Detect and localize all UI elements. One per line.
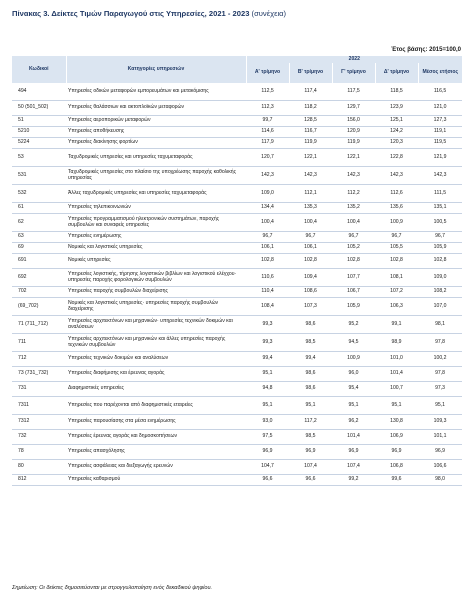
row-value-q3: 119,9 bbox=[332, 138, 375, 149]
row-value-q1: 142,3 bbox=[246, 167, 289, 185]
row-value-q3: 129,7 bbox=[332, 101, 375, 116]
row-code: 731 bbox=[12, 382, 66, 397]
row-value-q3: 120,9 bbox=[332, 127, 375, 138]
table-row bbox=[12, 352, 462, 367]
row-value-q2: 117,2 bbox=[289, 415, 332, 430]
row-category: Υπηρεσίες καθαρισμού bbox=[66, 475, 246, 486]
row-value-q2: 96,9 bbox=[289, 445, 332, 460]
row-category: Ταχυδρομικές υπηρεσίες και υπηρεσίες ταχυμεταφοράς bbox=[66, 149, 246, 167]
row-value-q1: 99,3 bbox=[246, 334, 289, 352]
row-category: Υπηρεσίες ασφάλειας και διεξαγωγής ερευνών bbox=[66, 460, 246, 475]
row-value-avg: 96,7 bbox=[418, 232, 462, 243]
row-value-q3: 122,1 bbox=[332, 149, 375, 167]
row-value-q4: 98,9 bbox=[375, 334, 418, 352]
row-value-avg: 100,2 bbox=[418, 352, 462, 367]
header-q3: Γ' τρίμηνο bbox=[332, 63, 375, 83]
row-value-q4: 106,8 bbox=[375, 460, 418, 475]
row-value-q2: 116,7 bbox=[289, 127, 332, 138]
row-value-q4: 120,3 bbox=[375, 138, 418, 149]
row-value-q2: 108,6 bbox=[289, 287, 332, 298]
row-value-q3: 99,2 bbox=[332, 475, 375, 486]
row-category: Υπηρεσίες απασχόλησης bbox=[66, 445, 246, 460]
price-index-table bbox=[12, 56, 462, 486]
row-value-q2: 142,3 bbox=[289, 167, 332, 185]
row-value-q2: 99,4 bbox=[289, 352, 332, 367]
row-value-avg: 96,9 bbox=[418, 445, 462, 460]
row-code: 732 bbox=[12, 430, 66, 445]
header-row-1 bbox=[12, 56, 462, 63]
row-value-q2: 98,6 bbox=[289, 316, 332, 334]
row-value-q2: 98,5 bbox=[289, 334, 332, 352]
row-value-avg: 97,8 bbox=[418, 334, 462, 352]
footnote: Σημείωση: Οι δείκτες δημοσιεύονται με στρογγυλοποίηση ενός δεκαδικού ψηφίου. bbox=[12, 585, 213, 591]
row-value-q4: 102,8 bbox=[375, 254, 418, 269]
row-value-q4: 100,9 bbox=[375, 214, 418, 232]
table-row bbox=[12, 116, 462, 127]
row-value-q2: 96,7 bbox=[289, 232, 332, 243]
row-value-q1: 108,4 bbox=[246, 298, 289, 316]
row-value-avg: 121,0 bbox=[418, 101, 462, 116]
row-category: Υπηρεσίες αρχιτεκτόνων και μηχανικών· υπηρεσίες τεχνικών δοκιμών και αναλύσεων bbox=[66, 316, 246, 334]
table-row bbox=[12, 254, 462, 269]
table-row bbox=[12, 83, 462, 101]
row-value-q2: 117,4 bbox=[289, 83, 332, 101]
row-value-q2: 98,5 bbox=[289, 430, 332, 445]
row-value-q3: 95,1 bbox=[332, 397, 375, 415]
row-code: 78 bbox=[12, 445, 66, 460]
row-category: Υπηρεσίες τεχνικών δοκιμών και αναλύσεων bbox=[66, 352, 246, 367]
row-code: 62 bbox=[12, 214, 66, 232]
row-value-q1: 112,5 bbox=[246, 83, 289, 101]
row-code: (69_702) bbox=[12, 298, 66, 316]
row-value-avg: 98,1 bbox=[418, 316, 462, 334]
row-value-q4: 95,1 bbox=[375, 397, 418, 415]
row-code: 50 (501_502) bbox=[12, 101, 66, 116]
row-value-q2: 135,3 bbox=[289, 203, 332, 214]
row-value-q3: 95,4 bbox=[332, 382, 375, 397]
table-row bbox=[12, 127, 462, 138]
row-value-q4: 108,1 bbox=[375, 269, 418, 287]
row-value-q4: 112,6 bbox=[375, 185, 418, 203]
row-value-avg: 116,5 bbox=[418, 83, 462, 101]
row-category: Υπηρεσίες παρουσίασης στα μέσα ενημέρωσης bbox=[66, 415, 246, 430]
row-value-q1: 110,4 bbox=[246, 287, 289, 298]
row-category: Άλλες ταχυδρομικές υπηρεσίες και υπηρεσίες ταχυμεταφοράς bbox=[66, 185, 246, 203]
row-value-q2: 107,3 bbox=[289, 298, 332, 316]
row-value-q1: 120,7 bbox=[246, 149, 289, 167]
row-value-q1: 96,6 bbox=[246, 475, 289, 486]
row-category: Υπηρεσίες προγραμματισμού ηλεκτρονικών συστημάτων, παροχής συμβουλών και συναφείς υπηρεσίες bbox=[66, 214, 246, 232]
row-category: Υπηρεσίες παροχής συμβουλών διαχείρισης bbox=[66, 287, 246, 298]
table-row bbox=[12, 316, 462, 334]
row-value-avg: 119,5 bbox=[418, 138, 462, 149]
row-value-avg: 105,9 bbox=[418, 243, 462, 254]
row-category: Υπηρεσίες αεροπορικών μεταφορών bbox=[66, 116, 246, 127]
row-value-avg: 109,0 bbox=[418, 269, 462, 287]
row-value-q2: 109,4 bbox=[289, 269, 332, 287]
row-value-avg: 98,0 bbox=[418, 475, 462, 486]
row-value-q1: 104,7 bbox=[246, 460, 289, 475]
row-value-q4: 105,5 bbox=[375, 243, 418, 254]
table-row bbox=[12, 185, 462, 203]
row-value-q1: 97,5 bbox=[246, 430, 289, 445]
row-value-q2: 95,1 bbox=[289, 397, 332, 415]
row-category: Υπηρεσίες αρχιτεκτόνων και μηχανικών και άλλες υπηρεσίες παροχής τεχνικών συμβουλών bbox=[66, 334, 246, 352]
row-value-q3: 100,4 bbox=[332, 214, 375, 232]
row-value-q4: 99,1 bbox=[375, 316, 418, 334]
row-code: 80 bbox=[12, 460, 66, 475]
row-value-q4: 123,9 bbox=[375, 101, 418, 116]
row-code: 63 bbox=[12, 232, 66, 243]
row-value-q4: 142,3 bbox=[375, 167, 418, 185]
row-value-q1: 96,7 bbox=[246, 232, 289, 243]
row-value-avg: 121,9 bbox=[418, 149, 462, 167]
row-value-q4: 100,7 bbox=[375, 382, 418, 397]
row-category: Υπηρεσίες διακίνησης φορτίων bbox=[66, 138, 246, 149]
row-value-q4: 101,4 bbox=[375, 367, 418, 382]
row-value-avg: 142,3 bbox=[418, 167, 462, 185]
row-value-q2: 98,6 bbox=[289, 382, 332, 397]
row-category: Υπηρεσίες οδικών μεταφορών εμπορευμάτων και μετακόμισης bbox=[66, 83, 246, 101]
table-row bbox=[12, 367, 462, 382]
row-value-q1: 96,9 bbox=[246, 445, 289, 460]
row-value-avg: 109,3 bbox=[418, 415, 462, 430]
row-code: 531 bbox=[12, 167, 66, 185]
row-category: Υπηρεσίες αποθήκευσης bbox=[66, 127, 246, 138]
row-value-q1: 94,8 bbox=[246, 382, 289, 397]
row-value-q1: 114,6 bbox=[246, 127, 289, 138]
row-code: 494 bbox=[12, 83, 66, 101]
row-value-q2: 96,6 bbox=[289, 475, 332, 486]
row-value-q3: 100,9 bbox=[332, 352, 375, 367]
row-value-q3: 105,2 bbox=[332, 243, 375, 254]
row-value-q4: 106,9 bbox=[375, 430, 418, 445]
row-value-q3: 156,0 bbox=[332, 116, 375, 127]
table-row bbox=[12, 138, 462, 149]
row-value-q3: 101,4 bbox=[332, 430, 375, 445]
table-row bbox=[12, 445, 462, 460]
row-value-q3: 96,7 bbox=[332, 232, 375, 243]
table-row bbox=[12, 214, 462, 232]
table-title-suffix: (συνέχεια) bbox=[251, 9, 287, 18]
table-row bbox=[12, 298, 462, 316]
row-value-avg: 95,1 bbox=[418, 397, 462, 415]
row-category: Υπηρεσίες θαλάσσιων και ακτοπλοϊκών μεταφορών bbox=[66, 101, 246, 116]
row-value-q3: 135,2 bbox=[332, 203, 375, 214]
row-value-q2: 122,1 bbox=[289, 149, 332, 167]
row-value-q1: 112,3 bbox=[246, 101, 289, 116]
row-value-q4: 106,3 bbox=[375, 298, 418, 316]
row-value-q1: 93,0 bbox=[246, 415, 289, 430]
row-value-q1: 95,1 bbox=[246, 397, 289, 415]
row-value-avg: 106,6 bbox=[418, 460, 462, 475]
row-value-q1: 99,3 bbox=[246, 316, 289, 334]
row-value-q4: 99,6 bbox=[375, 475, 418, 486]
table-body bbox=[12, 83, 462, 486]
row-value-q1: 102,8 bbox=[246, 254, 289, 269]
table-row bbox=[12, 430, 462, 445]
row-value-avg: 127,3 bbox=[418, 116, 462, 127]
row-category: Νομικές και λογιστικές υπηρεσίες· υπηρεσίες παροχής συμβουλών διαχείρισης bbox=[66, 298, 246, 316]
table-row bbox=[12, 287, 462, 298]
row-category: Υπηρεσίες λογιστικής, τήρησης λογιστικών βιβλίων και λογιστικού ελέγχου· υπηρεσίες παροχής φορολογικών συμβουλών bbox=[66, 269, 246, 287]
row-category: Υπηρεσίες έρευνας αγοράς και δημοσκοπήσεων bbox=[66, 430, 246, 445]
header-code: Κωδικοί bbox=[12, 56, 66, 83]
header-avg: Μέσος ετήσιος bbox=[418, 63, 462, 83]
row-category: Υπηρεσίες τηλεπικοινωνιών bbox=[66, 203, 246, 214]
row-value-q2: 107,4 bbox=[289, 460, 332, 475]
row-code: 712 bbox=[12, 352, 66, 367]
header-category: Κατηγορίες υπηρεσιών bbox=[66, 56, 246, 83]
base-year-note: Έτος βάσης: 2015=100,0 bbox=[391, 47, 461, 53]
header-q1: Α' τρίμηνο bbox=[246, 63, 289, 83]
table-row bbox=[12, 334, 462, 352]
row-value-q2: 98,6 bbox=[289, 367, 332, 382]
row-value-q4: 122,8 bbox=[375, 149, 418, 167]
row-value-avg: 107,0 bbox=[418, 298, 462, 316]
row-code: 692 bbox=[12, 269, 66, 287]
table-row bbox=[12, 167, 462, 185]
table-row bbox=[12, 415, 462, 430]
row-code: 812 bbox=[12, 475, 66, 486]
row-category: Νομικές υπηρεσίες bbox=[66, 254, 246, 269]
row-value-q4: 118,5 bbox=[375, 83, 418, 101]
row-value-avg: 97,3 bbox=[418, 382, 462, 397]
row-value-q1: 95,1 bbox=[246, 367, 289, 382]
row-value-q1: 134,4 bbox=[246, 203, 289, 214]
row-code: 73 (731_732) bbox=[12, 367, 66, 382]
row-code: 5210 bbox=[12, 127, 66, 138]
table-row bbox=[12, 397, 462, 415]
row-value-avg: 108,2 bbox=[418, 287, 462, 298]
row-value-q4: 96,9 bbox=[375, 445, 418, 460]
row-value-avg: 111,5 bbox=[418, 185, 462, 203]
row-value-avg: 101,1 bbox=[418, 430, 462, 445]
row-category: Υπηρεσίες ενημέρωσης bbox=[66, 232, 246, 243]
row-value-q4: 107,2 bbox=[375, 287, 418, 298]
row-value-q3: 95,2 bbox=[332, 316, 375, 334]
row-code: 5224 bbox=[12, 138, 66, 149]
row-value-q4: 135,6 bbox=[375, 203, 418, 214]
row-value-q2: 106,1 bbox=[289, 243, 332, 254]
table-row bbox=[12, 475, 462, 486]
table-row bbox=[12, 232, 462, 243]
row-value-avg: 102,8 bbox=[418, 254, 462, 269]
row-category: Νομικές και λογιστικές υπηρεσίες bbox=[66, 243, 246, 254]
row-category: Υπηρεσίες διαφήμισης και έρευνας αγοράς bbox=[66, 367, 246, 382]
row-value-q2: 128,5 bbox=[289, 116, 332, 127]
table-row bbox=[12, 460, 462, 475]
row-code: 51 bbox=[12, 116, 66, 127]
header-q4: Δ' τρίμηνο bbox=[375, 63, 418, 83]
row-value-q3: 96,9 bbox=[332, 445, 375, 460]
row-value-q3: 107,7 bbox=[332, 269, 375, 287]
row-value-q3: 105,9 bbox=[332, 298, 375, 316]
row-value-avg: 119,1 bbox=[418, 127, 462, 138]
table-row bbox=[12, 203, 462, 214]
row-value-avg: 97,8 bbox=[418, 367, 462, 382]
row-value-q3: 112,2 bbox=[332, 185, 375, 203]
table-row bbox=[12, 243, 462, 254]
row-value-q1: 109,0 bbox=[246, 185, 289, 203]
row-code: 702 bbox=[12, 287, 66, 298]
table-row bbox=[12, 101, 462, 116]
row-code: 69 bbox=[12, 243, 66, 254]
row-value-q3: 96,2 bbox=[332, 415, 375, 430]
row-category: Ταχυδρομικές υπηρεσίες στο πλαίσιο της υποχρέωσης παροχής καθολικής υπηρεσίας bbox=[66, 167, 246, 185]
row-value-q4: 101,0 bbox=[375, 352, 418, 367]
row-value-q4: 124,2 bbox=[375, 127, 418, 138]
row-value-q2: 102,8 bbox=[289, 254, 332, 269]
header-q2: Β' τρίμηνο bbox=[289, 63, 332, 83]
row-value-q3: 94,5 bbox=[332, 334, 375, 352]
row-value-q2: 119,9 bbox=[289, 138, 332, 149]
row-value-q3: 117,5 bbox=[332, 83, 375, 101]
row-category: Διαφημιστικές υπηρεσίες bbox=[66, 382, 246, 397]
row-code: 53 bbox=[12, 149, 66, 167]
table-title-text: Πίνακας 3. Δείκτες Τιμών Παραγωγού στις Υπηρεσίες, 2021 - 2023 bbox=[12, 9, 250, 18]
table-row bbox=[12, 149, 462, 167]
table-title bbox=[12, 9, 286, 18]
row-value-q1: 106,1 bbox=[246, 243, 289, 254]
row-code: 7312 bbox=[12, 415, 66, 430]
row-code: 691 bbox=[12, 254, 66, 269]
row-value-q2: 118,2 bbox=[289, 101, 332, 116]
row-value-q3: 96,0 bbox=[332, 367, 375, 382]
row-value-q1: 117,9 bbox=[246, 138, 289, 149]
row-value-q1: 99,7 bbox=[246, 116, 289, 127]
row-code: 71 (711_712) bbox=[12, 316, 66, 334]
row-value-q2: 100,4 bbox=[289, 214, 332, 232]
row-category: Υπηρεσίες που παρέχονται από διαφημιστικές εταιρείες bbox=[66, 397, 246, 415]
row-code: 532 bbox=[12, 185, 66, 203]
row-value-q3: 142,3 bbox=[332, 167, 375, 185]
row-value-q1: 100,4 bbox=[246, 214, 289, 232]
row-value-q4: 125,1 bbox=[375, 116, 418, 127]
table-row bbox=[12, 382, 462, 397]
row-value-q3: 102,8 bbox=[332, 254, 375, 269]
row-code: 61 bbox=[12, 203, 66, 214]
row-value-q2: 112,1 bbox=[289, 185, 332, 203]
row-value-avg: 100,5 bbox=[418, 214, 462, 232]
row-code: 7311 bbox=[12, 397, 66, 415]
row-value-q3: 107,4 bbox=[332, 460, 375, 475]
row-value-q1: 99,4 bbox=[246, 352, 289, 367]
row-value-avg: 135,1 bbox=[418, 203, 462, 214]
header-year: 2022 bbox=[246, 56, 462, 63]
row-value-q1: 110,6 bbox=[246, 269, 289, 287]
row-value-q4: 130,8 bbox=[375, 415, 418, 430]
row-value-q4: 96,7 bbox=[375, 232, 418, 243]
row-value-q3: 106,7 bbox=[332, 287, 375, 298]
table-row bbox=[12, 269, 462, 287]
row-code: 711 bbox=[12, 334, 66, 352]
